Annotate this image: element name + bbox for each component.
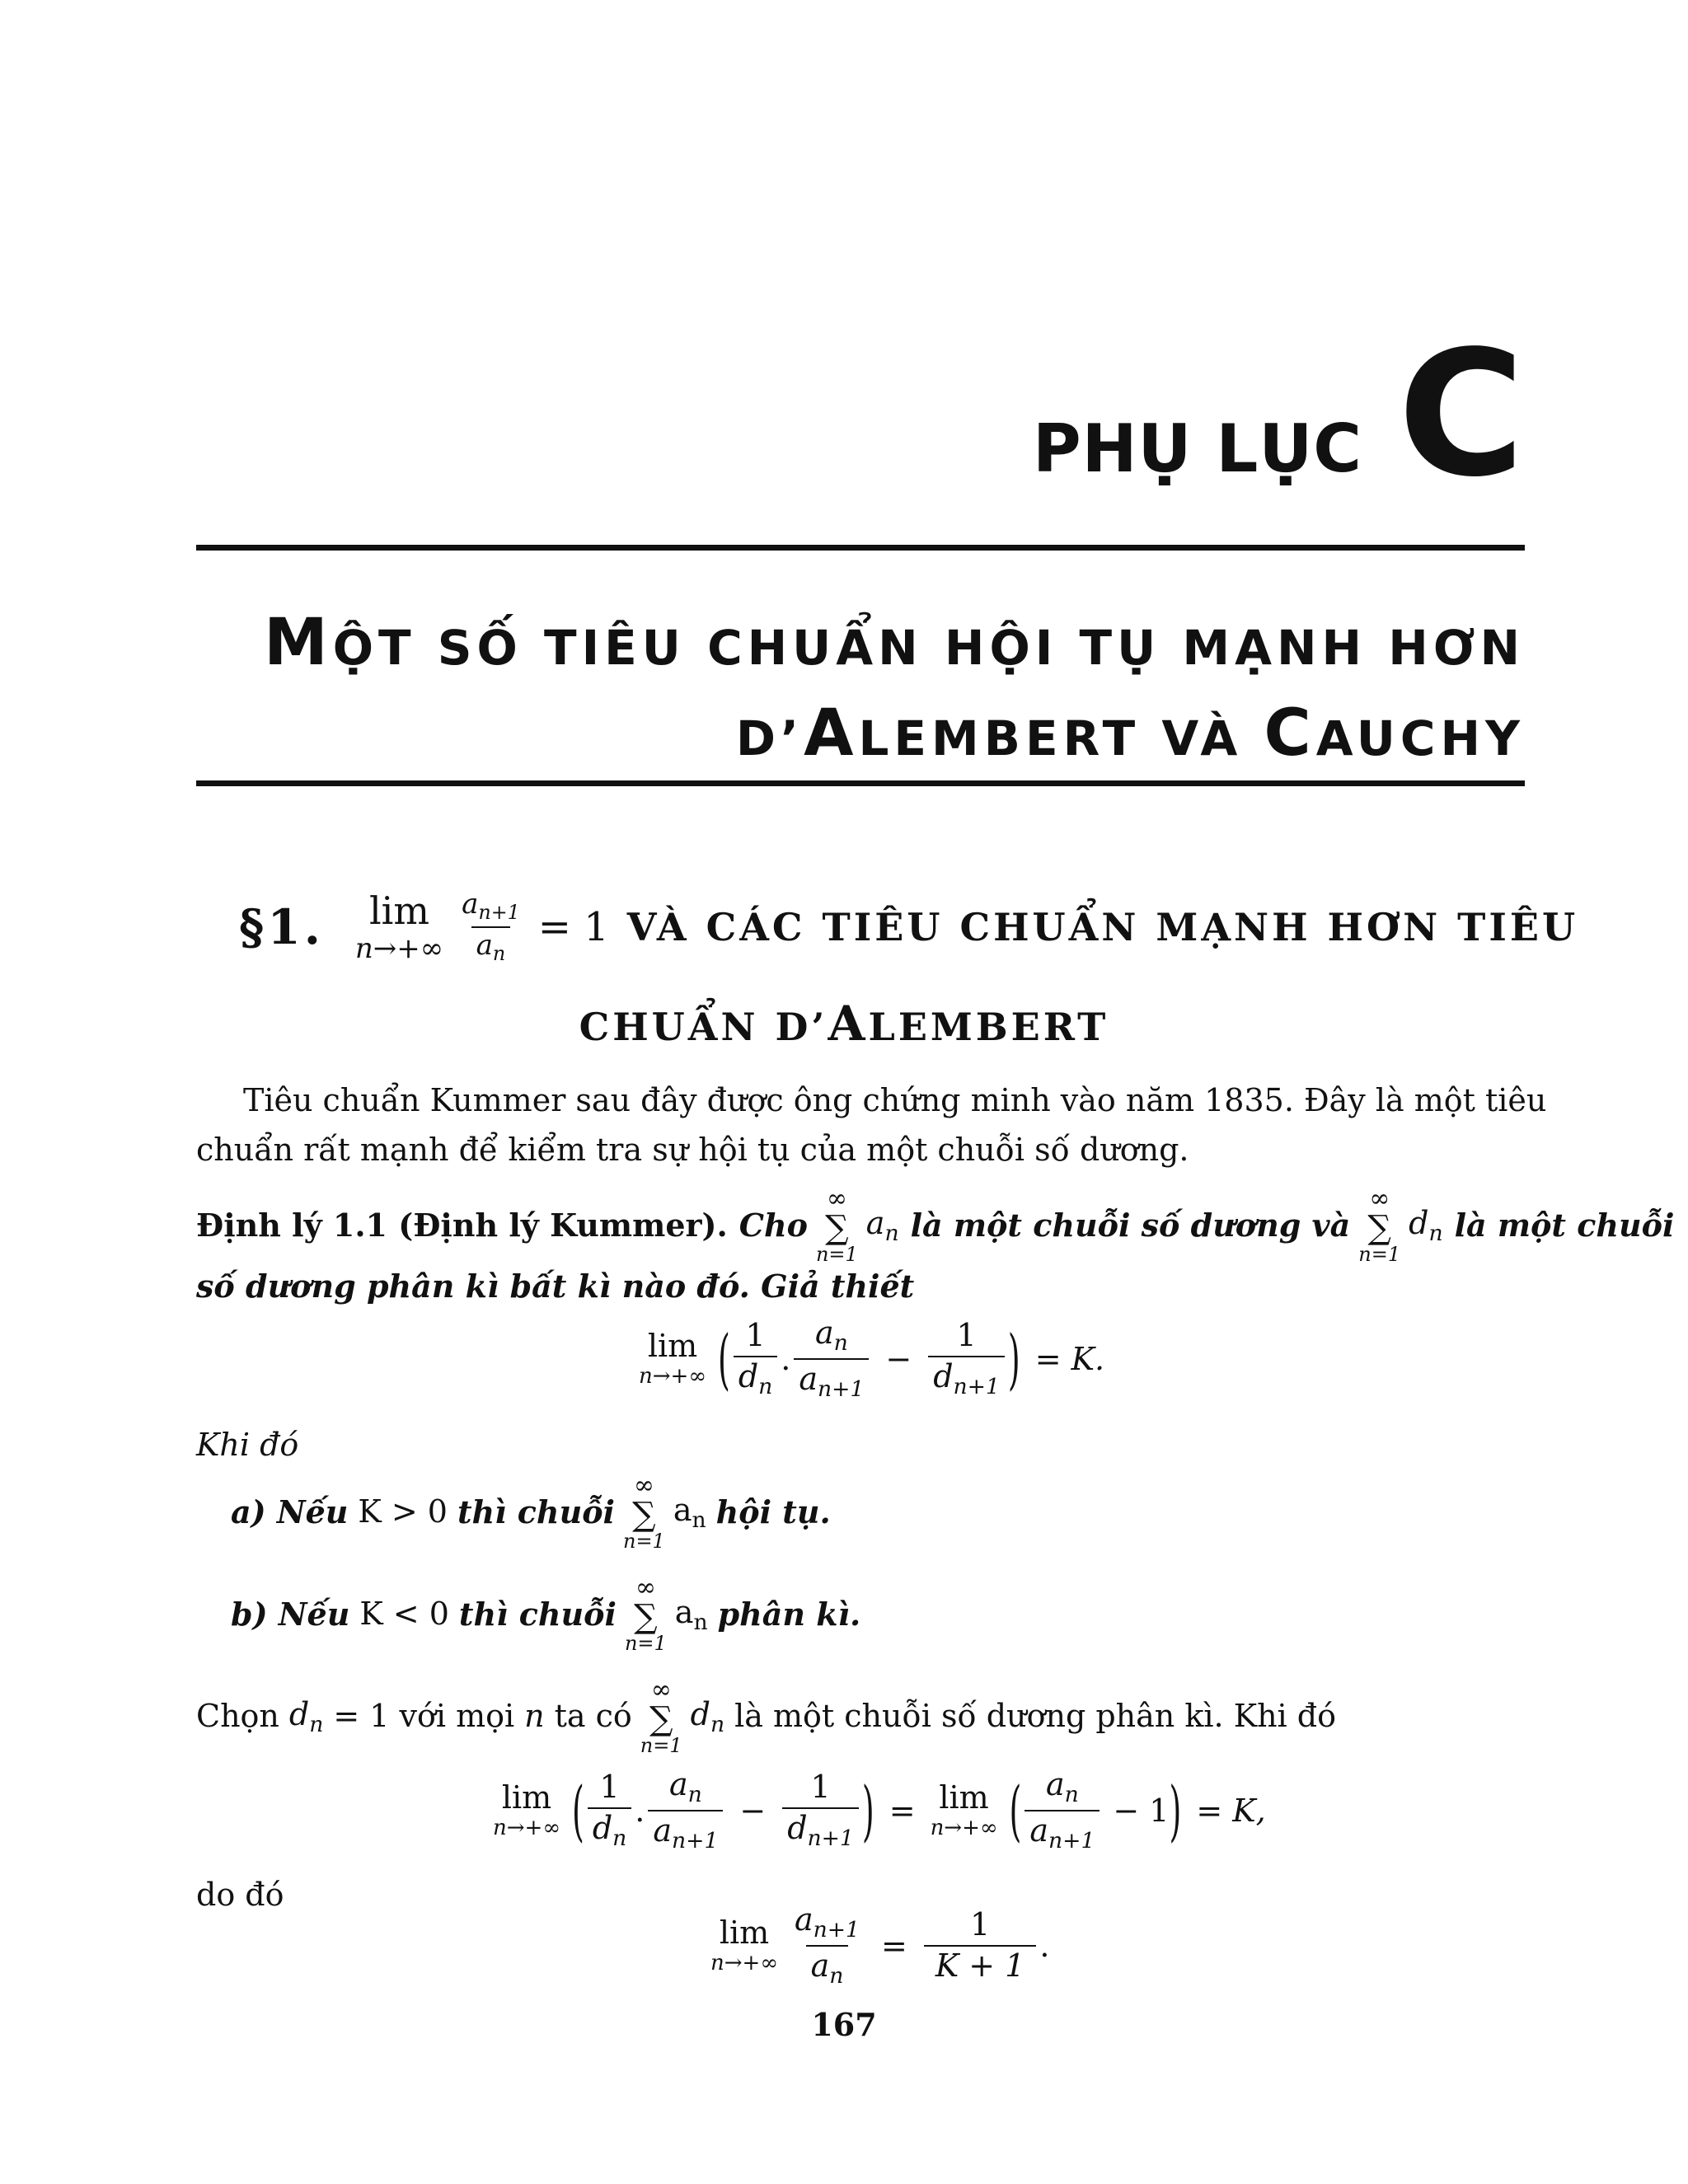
section-limit: lim n→+∞	[354, 888, 444, 965]
choice-equation: lim n→+∞ ( $\frac{1}{d_n}$ . $\frac{a_n}{a_{n+1}}$ − $\frac{1}{d_{n+1}}$ ) = lim n→+∞ ( $\frac{a_n}{a_{n+1}}$ − 1 ) = K,	[493, 1766, 1266, 1854]
intro-line-1: Tiêu chuẩn Kummer sau đây được ông chứng minh vào năm 1835. Đây là một tiêu	[243, 1082, 1547, 1118]
intro-line-2: chuẩn rất mạnh để kiểm tra sự hội tụ của một chuỗi số dương.	[196, 1132, 1189, 1168]
chapter-title-text: ỘT SỐ TIÊU CHUẨN HỘI TỤ MẠNH HƠN	[332, 620, 1525, 676]
choice-line: Chọn $d_n$ = 1 với mọi n ta có ∞ ∑ n=1 $d_n$ là một chuỗi số dương phân kì. Khi đó	[196, 1675, 1336, 1757]
sum-symbol: ∞ ∑ n=1	[624, 1573, 667, 1655]
sum-symbol: ∞ ∑ n=1	[1358, 1184, 1401, 1266]
section-heading-line-2: CHUẨN D’ALEMBERT	[579, 996, 1109, 1052]
then-label: Khi đó	[196, 1427, 299, 1463]
chapter-title-rest: AUCHY	[1315, 710, 1525, 766]
section-fraction: $\frac{a_{n+1}}{a_n}$	[462, 888, 520, 966]
page-number: 167	[811, 2006, 877, 2043]
chapter-title-mid: LEMBERT VÀ	[858, 710, 1264, 766]
theorem-label: Định lý 1.1 (Định lý Kummer).	[196, 1207, 728, 1244]
chapter-title-prefix: D’	[735, 710, 804, 766]
kummer-equation: lim n→+∞ ( $\frac{1}{d_n}$ . $\frac{a_n}{a_{n+1}}$ − $\frac{1}{d_{n+1}}$ ) = K.	[639, 1315, 1105, 1402]
item-a: a) Nếu K > 0 thì chuỗi ∞ ∑ n=1 $a_n$ hội tụ.	[231, 1471, 831, 1553]
section-eq: = 1	[537, 904, 609, 951]
top-rule	[196, 545, 1525, 551]
chapter-letter: C	[1397, 313, 1525, 515]
bottom-rule	[196, 780, 1525, 786]
chapter-title-cap: M	[264, 606, 333, 680]
section-number: §1.	[239, 899, 324, 956]
theorem-line-2: số dương phân kì bất kì nào đó. Giả thiết	[196, 1268, 915, 1305]
section-title-text-1: VÀ CÁC TIÊU CHUẨN MẠNH HƠN TIÊU	[626, 905, 1579, 950]
chapter-label: PHỤ LỤC	[1032, 410, 1362, 487]
chapter-title-line-1	[264, 606, 1525, 680]
conclusion-equation: lim n→+∞ $\frac{a_{n+1}}{a_n}$ = $\frac{1}{K + 1}$ .	[710, 1901, 1050, 1989]
section-heading-line-1	[239, 890, 1578, 965]
theorem-line-1: Định lý 1.1 (Định lý Kummer). Cho ∞ ∑ n=1 $a_n$ là một chuỗi số dương và ∞ ∑ n=1 $d_n$ là một chuỗi	[196, 1184, 1675, 1266]
sum-symbol: ∞ ∑ n=1	[640, 1675, 682, 1757]
chapter-title-cap-c: C	[1264, 696, 1316, 771]
sum-symbol: ∞ ∑ n=1	[622, 1471, 665, 1553]
sum-symbol: ∞ ∑ n=1	[815, 1184, 858, 1266]
conclusion-label: do đó	[196, 1877, 284, 1913]
chapter-title-line-2	[736, 696, 1525, 771]
chapter-title-cap-a: A	[804, 696, 859, 771]
item-b: b) Nếu K < 0 thì chuỗi ∞ ∑ n=1 $a_n$ phân kì.	[231, 1573, 861, 1655]
